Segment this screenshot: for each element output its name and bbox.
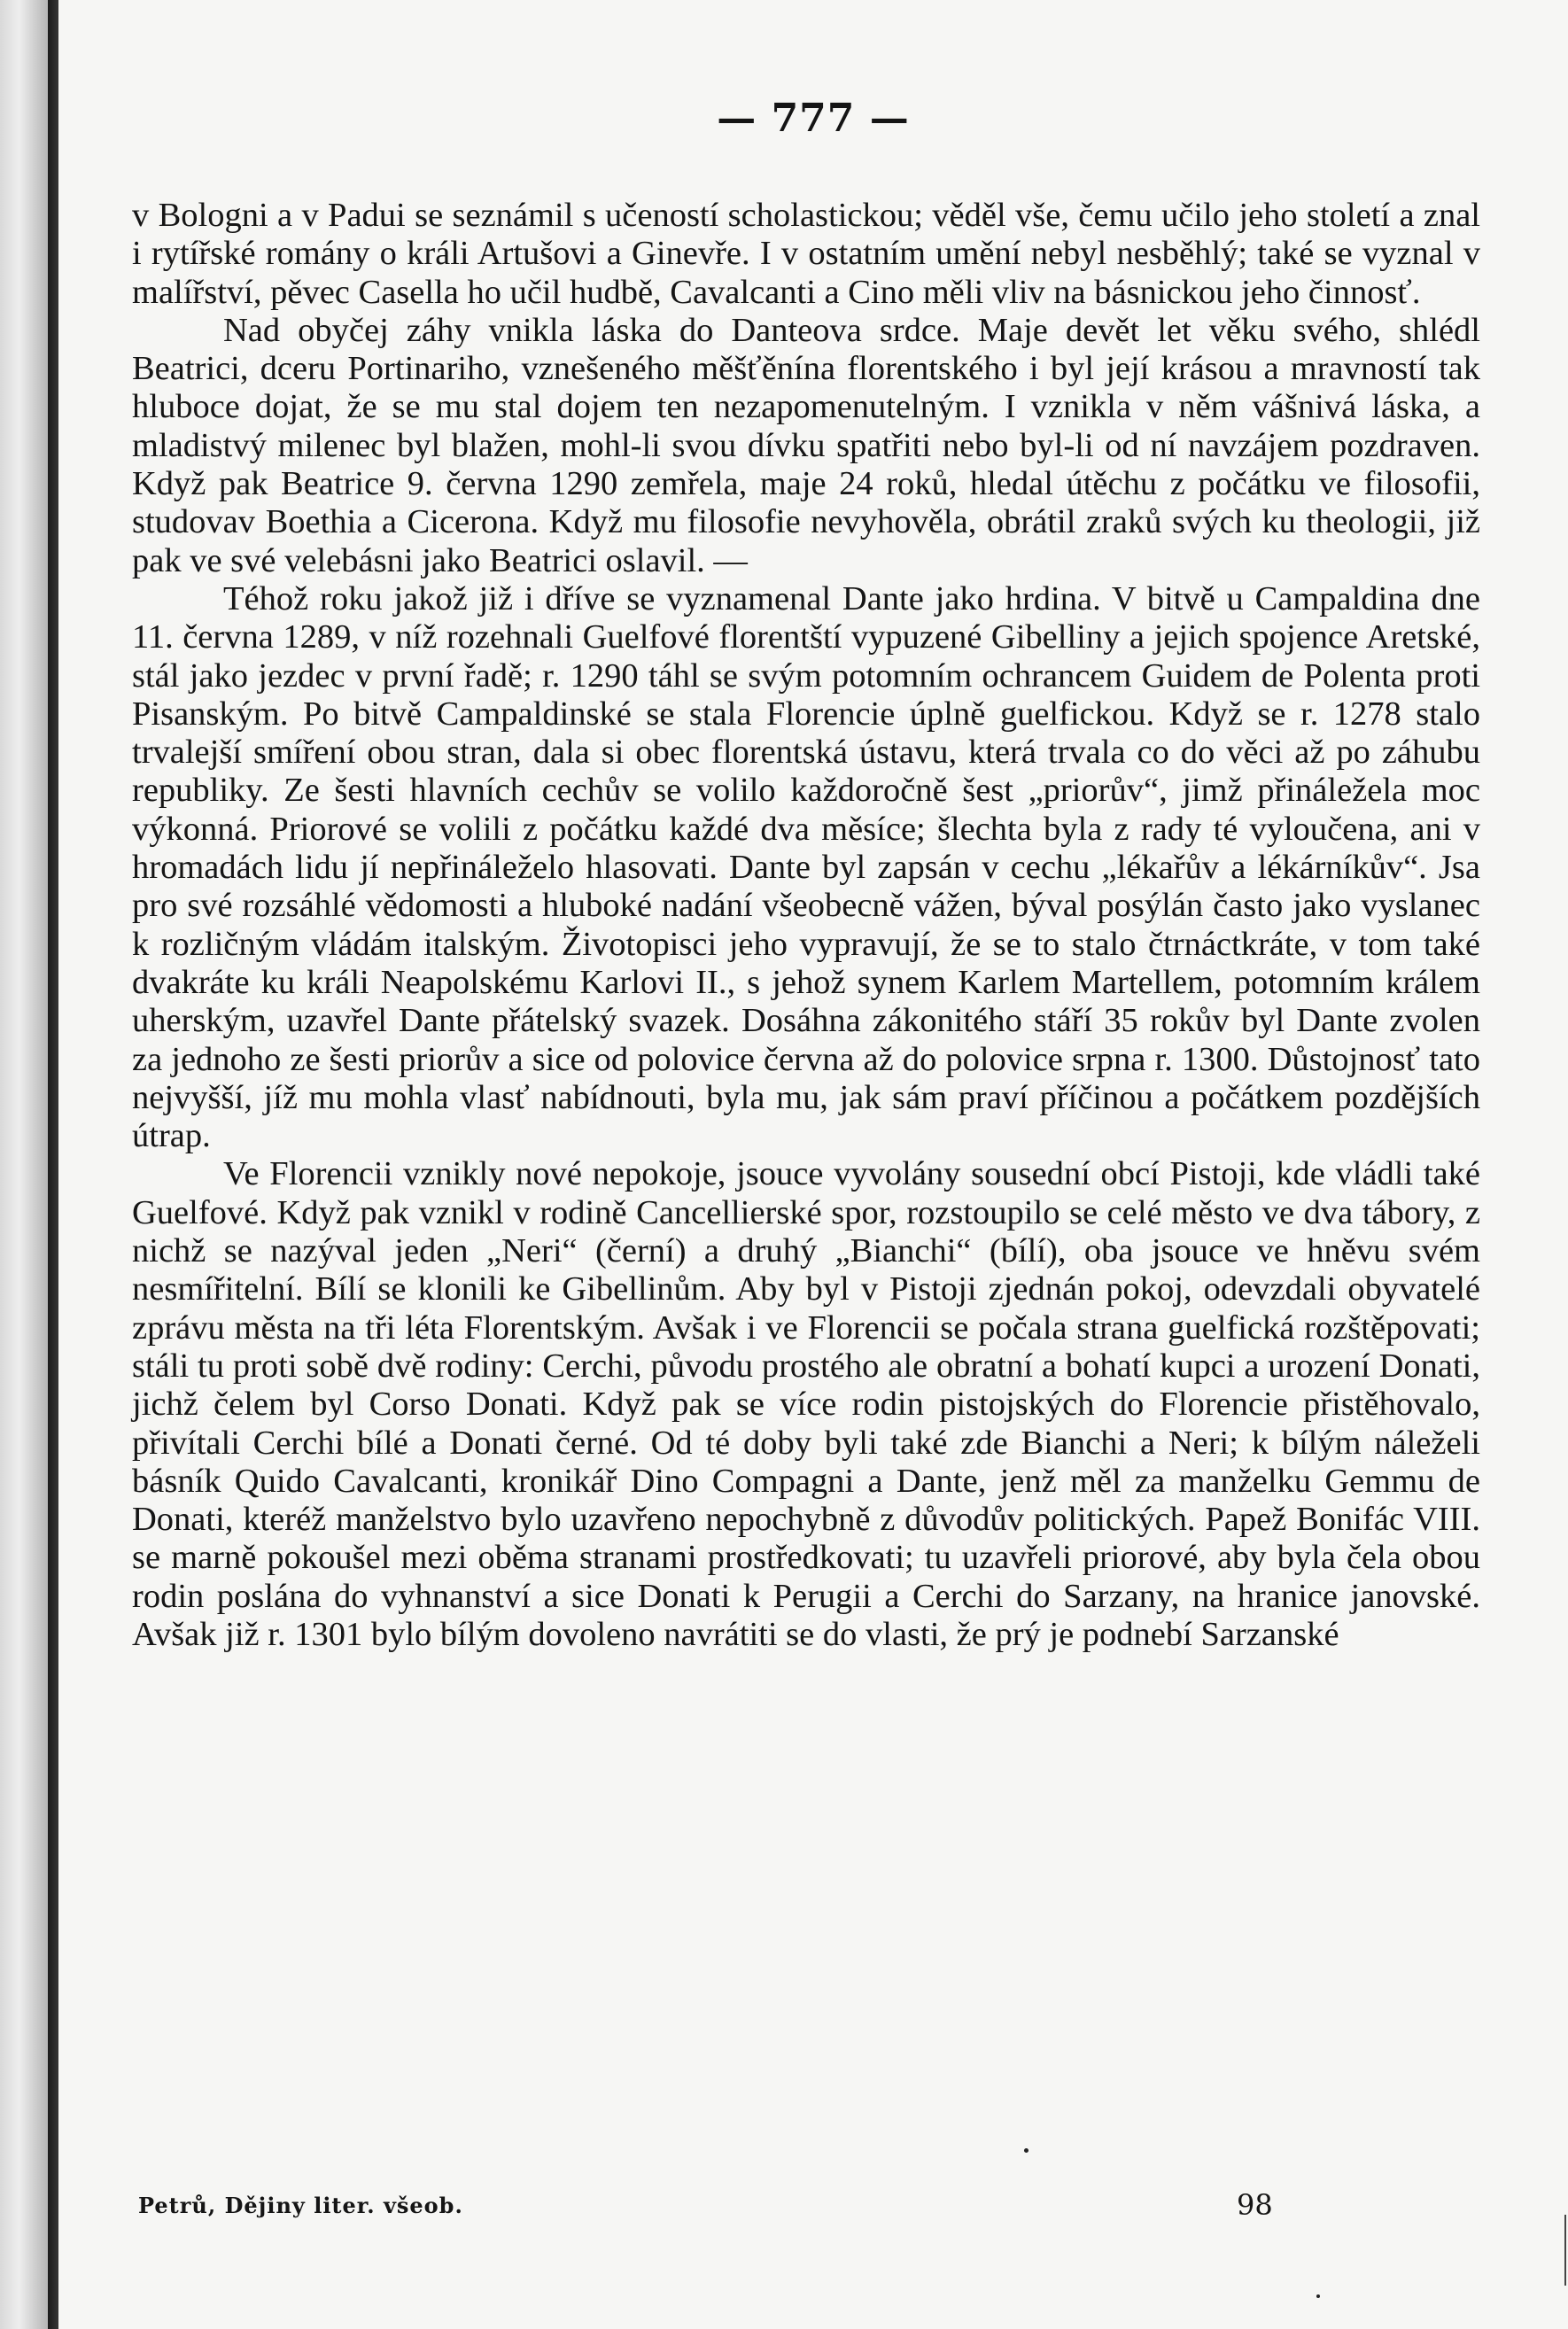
- paragraph-1: v Bologni a v Padui se seznámil s učeností scholastickou; věděl vše, čemu učilo jeho století a znal i rytířské romány o králi Artušovi a Ginevře. I v ostatním umění nebyl nesběhlý; také se vyznal v malířství, pěvec Casella ho učil hudbě, Cavalcanti a Cino měli vliv na básnickou jeho činnosť.: [132, 197, 1480, 311]
- footer-sheet-number: 98: [1237, 2188, 1273, 2222]
- book-spine: [0, 0, 48, 2329]
- paragraph-2: Nad obyčej záhy vnikla láska do Danteova srdce. Maje devět let věku svého, shlédl Beatrici, dceru Portinariho, vznešeného měšťěnína florentského i byl její krásou a mravností tak hluboce dojat, že se mu stal dojem ten nezapomenutelným. I vznikla v něm vášnivá láska, a mladistvý milenec byl blažen, mohl-li svou dívku spatřiti nebo byl-li od ní navzájem pozdraven. Když pak Beatrice 9. června 1290 zemřela, maje 24 roků, hledal útěchu z počátku ve filosofii, studovav Boethia a Cicerona. Když mu filosofie nevyhověla, obrátil zraků svých ku theologii, již pak ve své velebásni jako Beatrici oslavil. —: [132, 311, 1480, 579]
- paragraph-4: Ve Florencii vznikly nové nepokoje, jsouce vyvolány sousední obcí Pistoji, kde vládli také Guelfové. Když pak vznikl v rodině Cancellierské spor, rozstoupilo se celé město ve dva tábory, z nichž se nazýval jeden „Neri“ (černí) a druhý „Bianchi“ (bílí), oba jsouce ve hněvu svém nesmířitelní. Bílí se klonili ke Gibellinům. Aby byl v Pistoji zjednán pokoj, odevzdali obyvatelé zprávu města na tři léta Florentským. Avšak i ve Florencii se počala strana guelfická rozštěpovati; stáli tu proti sobě dvě rodiny: Cerchi, původu prostého ale obratní a bohatí kupci a urození Donati, jichž čelem byl Corso Donati. Když pak se více rodin pistojských do Florencie přistěhovalo, přivítali Cerchi bílé a Donati černé. Od té doby byli také zde Bianchi a Neri; k bílým náleželi básník Quido Cavalcanti, kronikář Dino Compagni a Dante, jenž měl za manželku Gemmu de Donati, kteréž manželstvo bylo uzavřeno nepochybně z důvodův politických. Papež Bonifác VIII. se marně pokoušel mezi oběma stranami prostředkovati; tu uzavřeli priorové, aby byla čela obou rodin poslána do vyhnanství a sice Donati k Perugii a Cerchi do Sarzany, na hranice janovské. Avšak již r. 1301 bylo bílým dovoleno navrátiti se do vlasti, že prý je podnebí Sarzanské: [132, 1155, 1480, 1653]
- paragraph-3: Téhož roku jakož již i dříve se vyznamenal Dante jako hrdina. V bitvě u Campaldina dne 11. června 1289, v níž rozehnali Guelfové florentští vypuzené Gibelliny a jejich spojence Aretské, stál jako jezdec v první řadě; r. 1290 táhl se svým potomním ochrancem Guidem de Polenta proti Pisanským. Po bitvě Campaldinské se stala Florencie úplně guelfickou. Když se r. 1278 stalo trvalejší smíření obou stran, dala si obec florentská ústavu, která trvala co do věci až po záhubu republiky. Ze šesti hlavních cechův se volilo každoročně šest „priorův“, jimž přináležela moc výkonná. Priorové se volili z počátku každé dva měsíce; šlechta byla z rady té vyloučena, ani v hromadách lidu jí nepřináleželo hlasovati. Dante byl zapsán v cechu „lékařův a lékárníkův“. Jsa pro své rozsáhlé vědomosti a hluboké nadání všeobecně vážen, býval posýlán často jako vyslanec k rozličným vládám italským. Životopisci jeho vypravují, že se to stalo čtrnáctkráte, v tom také dvakráte ku králi Neapolskému Karlovi II., s jehož synem Karlem Martellem, potomním králem uherským, uzavřel Dante přátelský svazek. Dosáhna zákonitého stáří 35 rokův byl Dante zvolen za jednoho ze šesti priorův a sice od polovice června až do polovice srpna r. 1300. Důstojnosť tato nejvyšší, jíž mu mohla vlasť nabídnouti, byla mu, jak sám praví příčinou a počátkem pozdějších útrap.: [132, 579, 1480, 1155]
- book-page: [58, 0, 1568, 2329]
- page-number-header: — 777 —: [717, 96, 910, 141]
- body-text: [132, 197, 1480, 1654]
- footer-signature: Petrů, Dějiny liter. všeob.: [138, 2193, 463, 2218]
- print-speck: [1316, 2294, 1320, 2298]
- page-edge-mark: [1564, 2215, 1566, 2286]
- print-speck: [1024, 2148, 1029, 2153]
